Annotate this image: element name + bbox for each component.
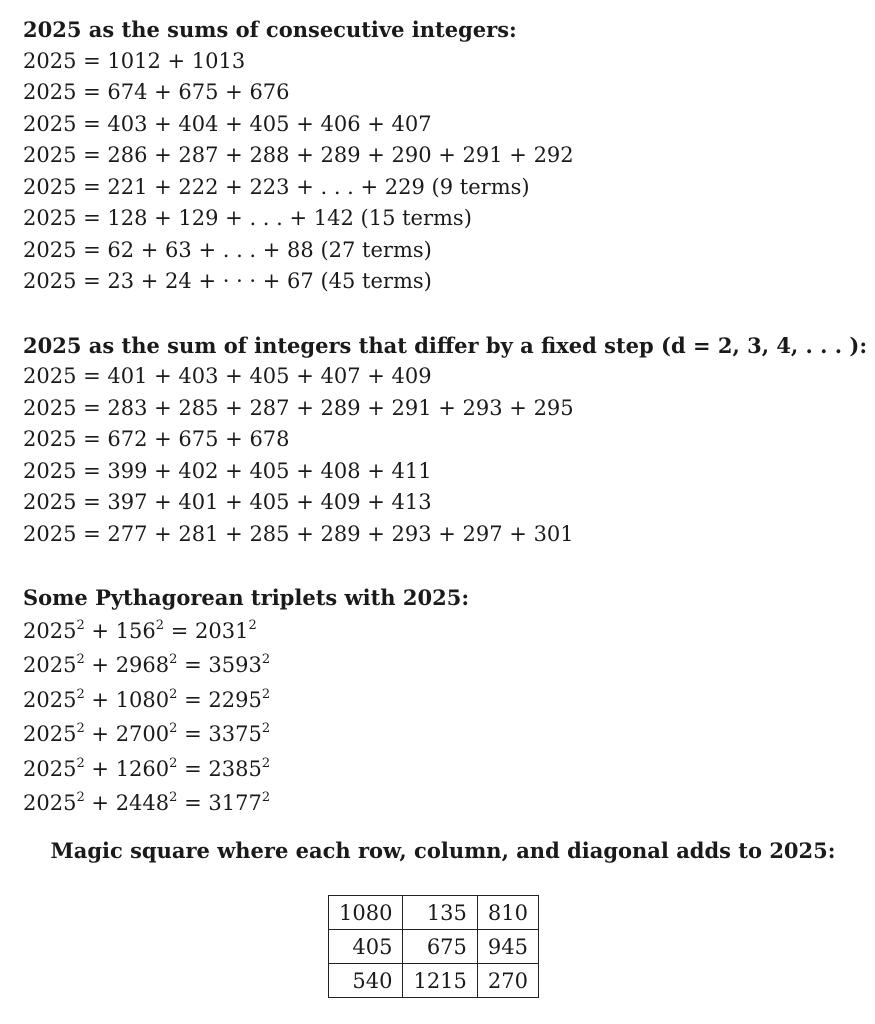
plus-sign: +: [84, 791, 116, 815]
leg-b: 2700: [115, 722, 170, 746]
hypotenuse: 3177: [208, 791, 262, 815]
magic-square-cell: 1215: [403, 964, 477, 998]
fixed-step-line: 2025 = 672 + 675 + 678: [23, 427, 290, 451]
fixed-step-line: 2025 = 401 + 403 + 405 + 407 + 409: [23, 364, 432, 388]
pythagorean-heading: Some Pythagorean triplets with 2025:: [23, 585, 470, 610]
exponent: 2: [169, 790, 178, 805]
pythagorean-line: [23, 752, 863, 787]
plus-sign: +: [84, 756, 116, 781]
hypotenuse: 3593: [208, 653, 262, 677]
magic-square-cell: 945: [477, 930, 538, 964]
leg-a: 2025: [23, 687, 77, 712]
magic-square-cell: 405: [329, 930, 403, 964]
equals-sign: =: [164, 618, 196, 643]
exponent: 2: [261, 790, 271, 805]
magic-square-heading: Magic square where each row, column, and diagonal adds to 2025:: [50, 837, 836, 863]
leg-b: 156: [115, 618, 156, 643]
plus-sign: +: [84, 653, 116, 677]
pythagorean-line: [23, 614, 863, 649]
hypotenuse: 2295: [208, 687, 262, 712]
consecutive-line: 2025 = 23 + 24 + · · · + 67 (45 terms): [23, 269, 432, 293]
leg-b: 1260: [115, 756, 170, 781]
hypotenuse: 2385: [208, 756, 262, 781]
leg-a: 2025: [23, 653, 77, 677]
plus-sign: +: [84, 618, 116, 643]
fixed-step-line: 2025 = 397 + 401 + 405 + 409 + 413: [23, 490, 432, 514]
fixed-step-heading: 2025 as the sum of integers that differ by a fixed step (d = 2, 3, 4, . . . ):: [23, 332, 868, 358]
exponent: 2: [248, 617, 257, 633]
fixed-step-line: 2025 = 283 + 285 + 287 + 289 + 291 + 293 + 295: [23, 395, 574, 420]
fixed-step-line: 2025 = 399 + 402 + 405 + 408 + 411: [23, 458, 432, 483]
exponent: 2: [261, 755, 271, 771]
consecutive-line: 2025 = 286 + 287 + 288 + 289 + 290 + 291 + 292: [23, 143, 574, 167]
consecutive-line: 2025 = 674 + 675 + 676: [23, 80, 290, 104]
consecutive-line: 2025 = 1012 + 1013: [23, 48, 246, 73]
pythagorean-line: [23, 786, 863, 821]
hypotenuse: 2031: [195, 618, 249, 643]
exponent: 2: [76, 617, 85, 633]
leg-a: 2025: [23, 756, 77, 781]
consecutive-heading: 2025 as the sums of consecutive integers:: [23, 17, 517, 42]
exponent: 2: [261, 686, 271, 702]
pythagorean-line: [23, 683, 863, 718]
hypotenuse: 3375: [208, 722, 262, 746]
magic-square-cell: 540: [329, 964, 403, 998]
equals-sign: =: [177, 756, 209, 781]
exponent: 2: [169, 755, 178, 771]
exponent: 2: [169, 721, 178, 736]
exponent: 2: [155, 617, 165, 633]
exponent: 2: [76, 721, 85, 736]
consecutive-line: 2025 = 128 + 129 + . . . + 142 (15 terms): [23, 206, 472, 230]
leg-b: 1080: [115, 687, 170, 712]
exponent: 2: [76, 686, 85, 702]
plus-sign: +: [84, 687, 116, 712]
exponent: 2: [169, 686, 178, 702]
equals-sign: =: [177, 653, 209, 677]
pythagorean-line: [23, 717, 863, 752]
pythagorean-list: [23, 614, 863, 821]
plus-sign: +: [84, 722, 116, 746]
fixed-step-line: 2025 = 277 + 281 + 285 + 289 + 293 + 297 + 301: [23, 521, 574, 546]
equals-sign: =: [177, 722, 209, 746]
exponent: 2: [76, 652, 85, 667]
magic-square-row: [329, 964, 539, 998]
fixed-step-section: [23, 330, 868, 551]
leg-b: 2968: [115, 653, 170, 677]
equals-sign: =: [177, 687, 209, 712]
exponent: 2: [76, 790, 85, 805]
leg-a: 2025: [23, 618, 77, 643]
magic-square-cell: 810: [477, 896, 538, 930]
magic-square-table: [328, 895, 539, 998]
consecutive-section: [23, 14, 863, 298]
magic-square-cell: 675: [403, 930, 477, 964]
exponent: 2: [169, 652, 178, 667]
exponent: 2: [76, 755, 85, 771]
consecutive-line: 2025 = 221 + 222 + 223 + . . . + 229 (9 terms): [23, 174, 530, 199]
exponent: 2: [261, 652, 271, 667]
pythagorean-section: [23, 582, 863, 821]
magic-square-row: [329, 896, 539, 930]
consecutive-line: 2025 = 403 + 404 + 405 + 406 + 407: [23, 111, 432, 136]
magic-square-row: [329, 930, 539, 964]
equals-sign: =: [177, 791, 209, 815]
document: [23, 14, 868, 866]
exponent: 2: [261, 721, 271, 736]
leg-a: 2025: [23, 791, 77, 815]
pythagorean-line: [23, 648, 863, 683]
leg-a: 2025: [23, 722, 77, 746]
magic-square: [328, 895, 539, 998]
leg-b: 2448: [115, 791, 170, 815]
magic-square-cell: 270: [477, 964, 538, 998]
magic-square-cell: 135: [403, 896, 477, 930]
magic-square-cell: 1080: [329, 896, 403, 930]
consecutive-line: 2025 = 62 + 63 + . . . + 88 (27 terms): [23, 237, 432, 262]
